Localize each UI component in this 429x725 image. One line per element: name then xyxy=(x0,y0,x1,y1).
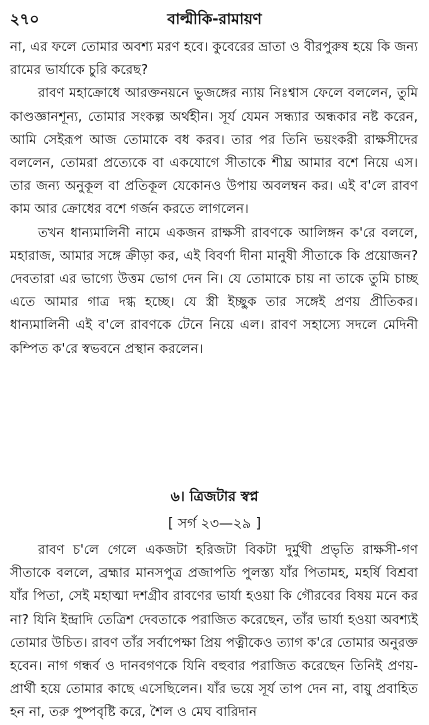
section-title: ৬। ত্রিজটার স্বপ্ন xyxy=(170,489,259,505)
paragraph: তখন ধান্যমালিনী নামে একজন রাক্ষসী রাবণকে আলিঙ্গন ক'রে বললে, মহারাজ, আমার সঙ্গে ক্রীড়া কর, এই বিবর্ণা দীনা মানুষী সীতাকে কি প্রয়োজন? দেবতারা এর ভাগ্যে উত্তম ভোগ দেন নি। যে তোমাকে চায় না তাকে তুমি চাচ্ছ এতে আমার গাত্র দগ্ধ হচ্ছে। যে স্ত্রী ইচ্ছুক তার সঙ্গেই প্রণয় প্রীতিকর। ধান্যমালিনী এই ব'লে রাবণকে টেনে নিয়ে এল। রাবণ সহাস্যে সদলে মেদিনী কম্পিত ক'রে স্বভবনে প্রস্থান করলেন। xyxy=(10,225,418,357)
page-header xyxy=(0,8,429,30)
body-text-bottom xyxy=(10,539,418,725)
sarga-range: [ সর্গ ২৩—২৯ ] xyxy=(167,516,262,532)
paragraph: না, এর ফলে তোমার অবশ্য মরণ হবে। কুবেরের ভ্রাতা ও বীরপুরুষ হয়ে কি জন্য রামের ভার্যাকে চুরি করেছ? xyxy=(10,40,418,79)
paragraph: রাবণ মহাক্রোধে আরক্তনয়নে ভুজঙ্গের ন্যায় নিঃশ্বাস ফেলে বললেন, তুমি কাণ্ডজ্ঞানশূন্য, তোমার সংকল্প অর্থহীন। সূর্য যেমন সন্ধ্যার অন্ধকার নষ্ট করেন, আমি সেইরূপ আজ তোমাকে বধ করব। তার পর তিনি ভয়ংকরী রাক্ষসীদের বললেন, তোমরা প্রত্যেকে বা একযোগে সীতাকে শীঘ্র আমার বশে নিয়ে এস। তার জন্য অনুকূল বা প্রতিকূল যেকোনও উপায় অবলম্বন কর। এই ব'লে রাবণ কাম আর ক্রোধের বশে গর্জন করতে লাগলেন। xyxy=(10,86,418,218)
paragraph: রাবণ চ'লে গেলে একজটা হরিজটা বিকটা দুর্মুখী প্রভৃতি রাক্ষসী-গণ সীতাকে বললে, ব্রহ্মার মানসপুত্র প্রজাপতি পুলস্ত্য যাঁর পিতামহ, মহর্ষি বিশ্রবা যাঁর পিতা, সেই মহাত্মা দশগ্রীব রাবণের ভার্যা হওয়া কি গৌরবের বিষয় মনে কর না? যিনি ইন্দ্রাদি তেত্রিশ দেবতাকে পরাজিত করেছেন, তাঁর ভার্যা হওয়া অবশ্যই তোমার উচিত। রাবণ তাঁর সর্বাপেক্ষা প্রিয় পত্নীকেও ত্যাগ ক'রে তোমার অনুরক্ত হবেন। নাগ গন্ধর্ব ও দানবগণকে যিনি বহুবার পরাজিত করেছেন তিনিই প্রণয়-প্রার্থী হয়ে তোমার কাছে এসেছিলেন। যাঁর ভয়ে সূর্য তাপ দেন না, বায়ু প্রবাহিত হন না, তরু পুষ্পবৃষ্টি করে, শৈল ও মেঘ বারিদান xyxy=(10,543,418,721)
page-number: ২৭০ xyxy=(10,10,40,28)
running-title: বাল্মীকি-রামায়ণ xyxy=(167,10,262,28)
body-text-top xyxy=(10,36,418,361)
